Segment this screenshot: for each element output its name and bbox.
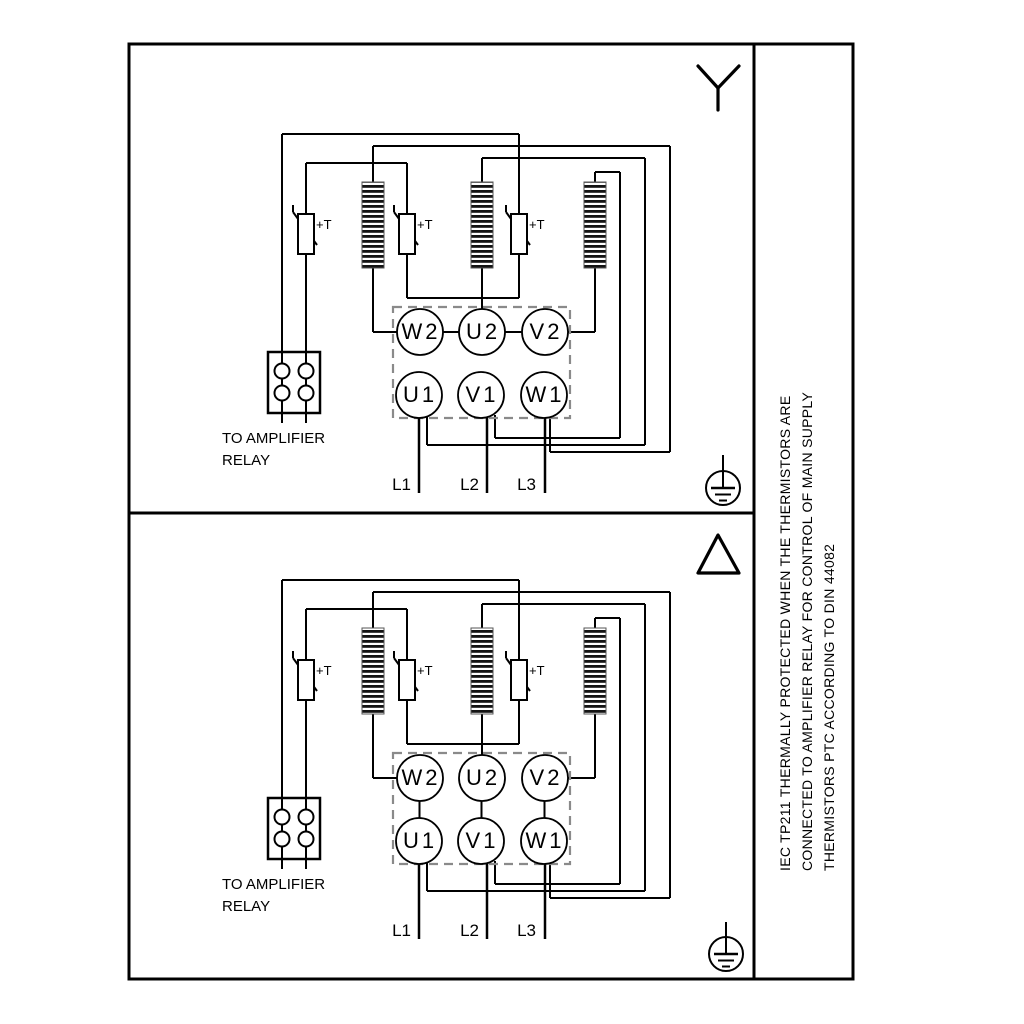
supply-label-L2: L2: [460, 921, 479, 940]
supply-label-L3: L3: [517, 475, 536, 494]
supply-label-L1: L1: [392, 475, 411, 494]
terminal-W2: W2: [401, 319, 441, 344]
thermistor-1-label: +T: [316, 217, 332, 232]
terminal-labels: [402, 765, 565, 853]
supply-label-L2: L2: [460, 475, 479, 494]
protective-earth-icon: [709, 922, 743, 971]
thermistor-2-label: +T: [417, 217, 433, 232]
thermistor-3-label: +T: [529, 217, 545, 232]
relay-caption: [222, 876, 325, 915]
terminal-U1: U1: [402, 382, 438, 407]
terminal-labels: [402, 319, 565, 407]
motor-winding-coil-3: [584, 628, 606, 714]
motor-winding-coil-1: [362, 182, 384, 268]
amplifier-relay-connector: [268, 352, 320, 413]
relay-caption-line2: RELAY: [222, 898, 271, 915]
terminal-W2: W2: [401, 765, 441, 790]
motor-winding-coil-2: [471, 628, 493, 714]
delta-bridges: [420, 801, 545, 818]
delta-panel: [222, 535, 743, 971]
terminal-V2: V2: [529, 319, 563, 344]
relay-caption: [222, 430, 325, 469]
thermistors: [293, 651, 545, 700]
note-strip-line-3: THERMISTORS PTC ACCORDING TO DIN 44082: [821, 543, 837, 871]
supply-label-L1: L1: [392, 921, 411, 940]
terminal-W1: W1: [525, 828, 565, 853]
note-strip: [777, 392, 837, 871]
supply-label-L3: L3: [517, 921, 536, 940]
amplifier-relay-connector: [268, 798, 320, 859]
thermistors: [293, 205, 545, 254]
motor-winding-coil-1: [362, 628, 384, 714]
motor-winding-coil-2: [471, 182, 493, 268]
terminal-V1: V1: [465, 828, 499, 853]
relay-caption-line1: TO AMPLIFIER: [222, 876, 326, 893]
supply-lines: [392, 863, 545, 940]
note-strip-line-1: IEC TP211 THERMALLY PROTECTED WHEN THE THERMISTORS ARE: [777, 395, 793, 871]
terminal-V2: V2: [529, 765, 563, 790]
terminal-U2: U2: [465, 765, 501, 790]
terminal-V1: V1: [465, 382, 499, 407]
delta-triangle-icon: [698, 535, 739, 573]
thermistor-3-label: +T: [529, 663, 545, 678]
thermistor-1-label: +T: [316, 663, 332, 678]
thermistor-2-label: +T: [417, 663, 433, 678]
relay-caption-line2: RELAY: [222, 452, 271, 469]
relay-caption-line1: TO AMPLIFIER: [222, 430, 326, 447]
note-strip-line-2: CONNECTED TO AMPLIFIER RELAY FOR CONTROL OF MAIN SUPPLY: [799, 391, 815, 871]
terminal-U1: U1: [402, 828, 438, 853]
terminal-block: [393, 307, 570, 418]
protective-earth-icon: [706, 455, 740, 505]
terminal-W1: W1: [525, 382, 565, 407]
wye-star-icon: [698, 66, 739, 110]
terminal-U2: U2: [465, 319, 501, 344]
star-panel: [222, 66, 740, 505]
supply-lines: [392, 417, 545, 494]
motor-winding-coil-3: [584, 182, 606, 268]
terminal-block: [393, 753, 570, 864]
